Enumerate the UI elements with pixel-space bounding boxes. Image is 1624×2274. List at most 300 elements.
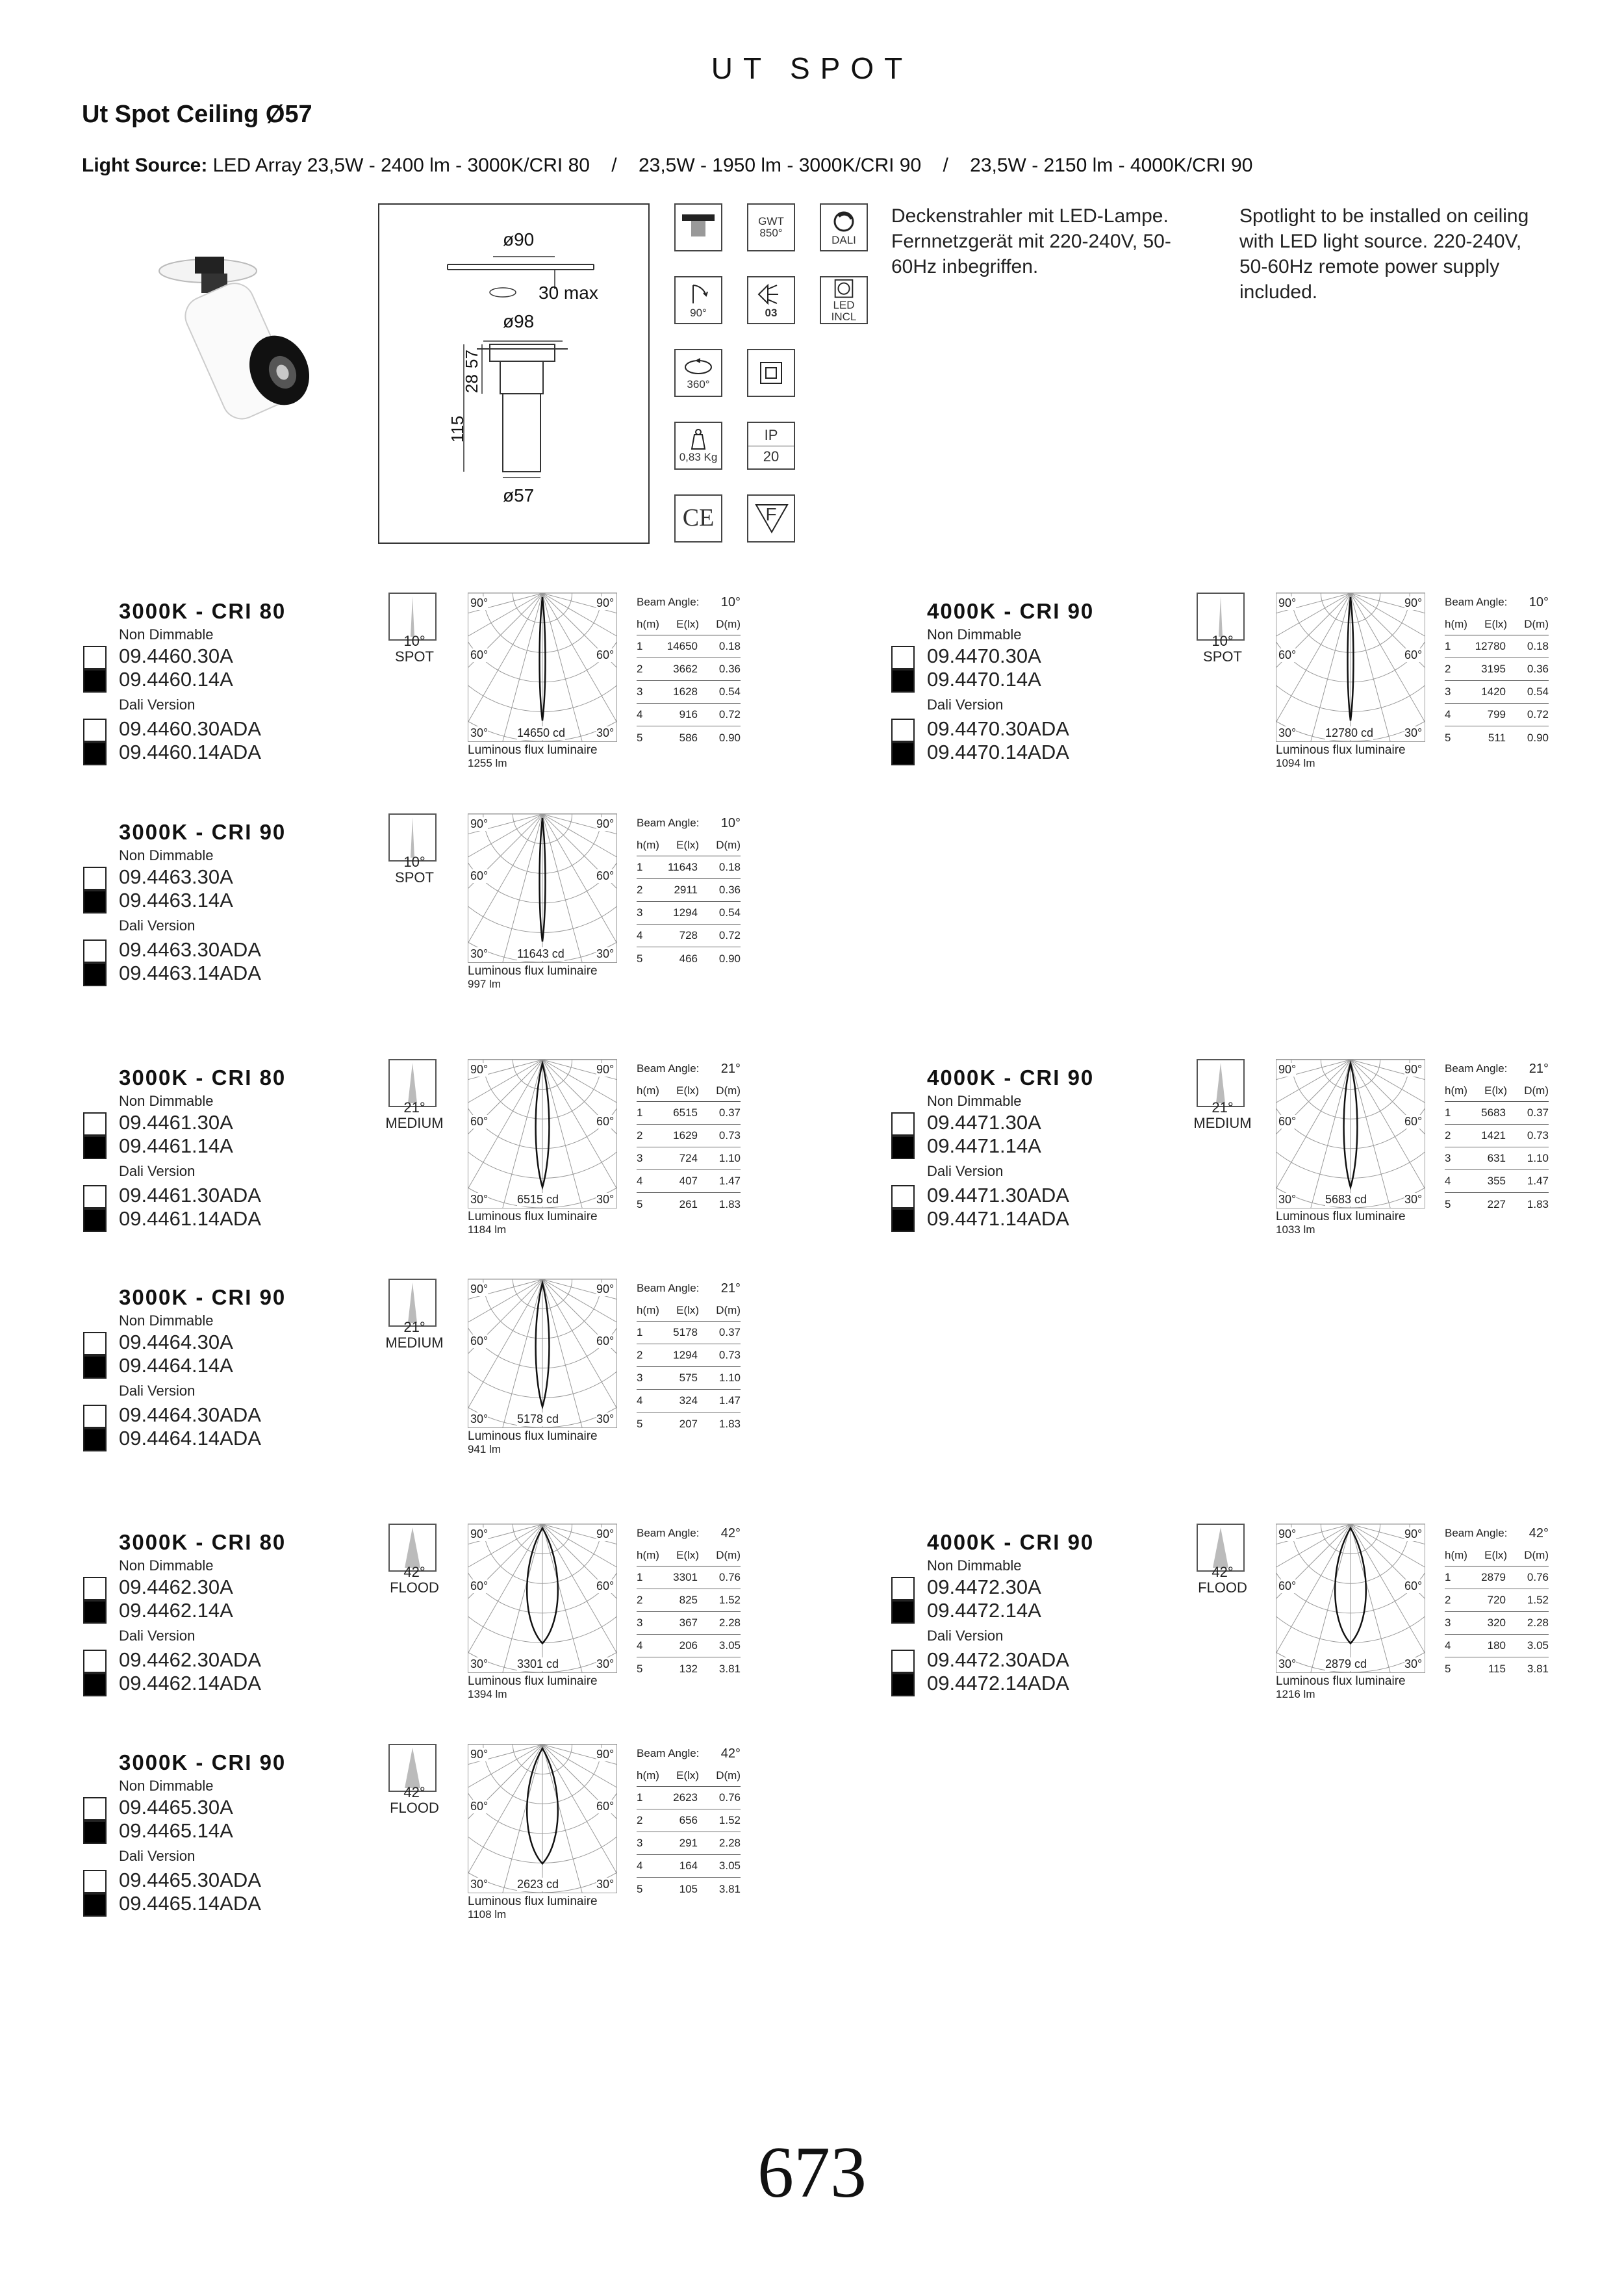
photometric-row [1445, 1125, 1549, 1147]
row-diameter: 2.28 [718, 1616, 741, 1629]
row-height: 3 [637, 1616, 643, 1629]
row-height: 2 [1445, 1129, 1451, 1142]
non-dimmable-label: Non Dimmable [927, 1557, 1022, 1574]
photometric-row [637, 1787, 741, 1809]
polar-diagram [1276, 593, 1425, 742]
row-diameter: 3.81 [718, 1882, 741, 1895]
dali-version-label: Dali Version [119, 1628, 196, 1644]
product-code: 09.4460.14A [119, 668, 233, 691]
angle-label: 30° [596, 726, 615, 739]
photometric-row [637, 1612, 741, 1635]
row-diameter: 0.76 [718, 1791, 741, 1804]
angle-label: 60° [1404, 1115, 1423, 1128]
angle-label: 30° [1404, 1193, 1423, 1206]
row-diameter: 0.36 [1527, 663, 1549, 675]
col-e: E(lx) [676, 617, 700, 630]
row-illuminance: 1294 [673, 906, 698, 919]
row-height: 4 [1445, 1639, 1451, 1652]
col-d: D(m) [1524, 1548, 1549, 1561]
section-heading: 3000K - CRI 80 [119, 1530, 286, 1554]
col-d: D(m) [716, 1769, 741, 1782]
row-illuminance: 407 [679, 1175, 698, 1187]
product-code: 09.4462.14A [119, 1599, 233, 1622]
non-dimmable-label: Non Dimmable [119, 626, 214, 643]
row-diameter: 1.83 [718, 1417, 741, 1430]
angle-label: 60° [470, 1800, 488, 1813]
photometric-row [637, 902, 741, 925]
product-code: 09.4470.30A [927, 645, 1041, 667]
row-illuminance: 1629 [673, 1129, 698, 1142]
angle-label: 90° [470, 596, 488, 609]
dim-d57: ø57 [503, 485, 535, 505]
row-height: 3 [1445, 685, 1451, 698]
col-d: D(m) [1524, 617, 1549, 630]
non-dimmable-label: Non Dimmable [119, 1312, 214, 1329]
angle-label: 30° [1404, 1657, 1423, 1670]
table-header [637, 1544, 741, 1566]
row-illuminance: 3301 [673, 1571, 698, 1583]
angle-label: 30° [596, 947, 615, 960]
flux-value: 1394 lm [468, 1688, 507, 1700]
angle-label: 90° [470, 1527, 488, 1540]
led-incl-icon [820, 276, 868, 324]
product-code: 09.4470.14A [927, 668, 1041, 691]
photometric-row [1445, 726, 1549, 749]
white-swatch [83, 1405, 107, 1428]
row-height: 5 [637, 1662, 643, 1675]
photometric-row [637, 1412, 741, 1435]
table-header [637, 834, 741, 856]
dali-version-label: Dali Version [119, 1848, 196, 1864]
beam-angle-label: Beam Angle: [1445, 596, 1508, 608]
beam-type: SPOT [395, 869, 434, 886]
product-code: 09.4465.30ADA [119, 1869, 261, 1891]
row-diameter: 0.36 [718, 663, 741, 675]
dim-30max: 30 max [539, 283, 598, 303]
row-illuminance: 207 [679, 1417, 698, 1430]
row-illuminance: 320 [1487, 1616, 1506, 1629]
product-code: 09.4460.30A [119, 645, 233, 667]
weight-icon [674, 422, 722, 470]
product-code: 09.4464.14ADA [119, 1427, 261, 1450]
beam-angle-label: Beam Angle: [1445, 1527, 1508, 1539]
row-illuminance: 720 [1487, 1594, 1506, 1606]
candela-label: 5683 cd [1325, 1193, 1367, 1206]
row-illuminance: 324 [679, 1394, 698, 1407]
white-swatch [891, 646, 915, 669]
product-code: 09.4471.30ADA [927, 1184, 1069, 1207]
row-diameter: 3.05 [718, 1859, 741, 1872]
row-diameter: 1.52 [718, 1594, 741, 1606]
row-height: 4 [637, 1859, 643, 1872]
product-code: 09.4471.14A [927, 1134, 1041, 1157]
beam-angle-label: Beam Angle: [637, 1527, 700, 1539]
description-de: Deckenstrahler mit LED-Lampe. Fernnetzgerät mit 220-240V, 50-60Hz inbegriffen. [891, 205, 1171, 277]
candela-label: 3301 cd [517, 1657, 559, 1670]
angle-label: 60° [1278, 1115, 1297, 1128]
ce-label: CE [682, 504, 715, 532]
flux-value: 941 lm [468, 1443, 501, 1455]
dali-version-label: Dali Version [119, 1383, 196, 1399]
polar-diagram [468, 813, 617, 963]
row-illuminance: 511 [1488, 731, 1506, 744]
product-code: 09.4464.30A [119, 1331, 233, 1353]
angle-label: 60° [1404, 648, 1423, 661]
product-code: 09.4461.14A [119, 1134, 233, 1157]
dim-d98: ø98 [503, 311, 535, 331]
angle-label: 30° [470, 1657, 488, 1670]
section-heading: 4000K - CRI 90 [927, 599, 1095, 623]
flux-label: Luminous flux luminaire [468, 1210, 598, 1223]
dali-label: DALI [831, 234, 856, 247]
angle-label: 90° [470, 1748, 488, 1761]
angle-label: 30° [596, 1193, 615, 1206]
row-illuminance: 916 [679, 708, 698, 721]
beam-angle-row [637, 1522, 741, 1544]
dali-version-label: Dali Version [927, 1628, 1004, 1644]
product-code: 09.4465.14A [119, 1819, 233, 1842]
white-swatch [83, 1650, 107, 1673]
row-illuminance: 575 [679, 1372, 698, 1384]
angle-label: 90° [1404, 1527, 1423, 1540]
dali-version-label: Dali Version [119, 917, 196, 934]
angle-label: 60° [596, 869, 615, 882]
photometric-row [637, 1367, 741, 1390]
black-swatch [891, 1600, 915, 1624]
dali-icon [820, 203, 868, 251]
row-height: 2 [1445, 1594, 1451, 1606]
table-header [1445, 1544, 1549, 1566]
black-swatch [83, 1136, 107, 1159]
photometric-row [637, 1344, 741, 1367]
beam-type: FLOOD [390, 1579, 439, 1596]
gwt-temp: 850° [759, 227, 783, 239]
rotate-label: 360° [687, 378, 710, 391]
row-diameter: 0.72 [718, 929, 741, 941]
angle-label: 30° [1278, 726, 1297, 739]
angle-label: 90° [1404, 1063, 1423, 1076]
photometric-row [637, 1657, 741, 1680]
tilt-icon [674, 276, 722, 324]
col-h: h(m) [1445, 1548, 1467, 1561]
photometric-row [1445, 1589, 1549, 1612]
black-swatch [83, 963, 107, 986]
photometric-row [637, 1635, 741, 1657]
product-code: 09.4463.14A [119, 889, 233, 912]
white-swatch [83, 719, 107, 742]
product-code: 09.4460.14ADA [119, 741, 261, 763]
gwt-label: GWT [758, 215, 784, 228]
dim-28: 28 [461, 374, 481, 393]
beam-degree: 42° [403, 1564, 425, 1580]
angle-label: 90° [596, 596, 615, 609]
flux-label: Luminous flux luminaire [1276, 1210, 1406, 1223]
row-height: 2 [637, 1349, 643, 1361]
polar-diagram [468, 1744, 617, 1893]
class-icon [747, 276, 795, 324]
black-swatch [891, 742, 915, 765]
product-code: 09.4462.30A [119, 1576, 233, 1598]
black-swatch [891, 1673, 915, 1696]
product-code: 09.4470.30ADA [927, 717, 1069, 740]
beam-angle-value: 10° [720, 815, 741, 830]
row-height: 1 [637, 1571, 643, 1583]
row-diameter: 0.37 [1527, 1106, 1549, 1119]
ip-value: 20 [763, 448, 780, 465]
photometric-table [637, 1743, 741, 1900]
row-diameter: 1.83 [718, 1197, 741, 1210]
row-diameter: 0.18 [718, 861, 741, 873]
beam-angle-value: 21° [720, 1281, 741, 1296]
angle-label: 30° [470, 1412, 488, 1425]
row-diameter: 3.81 [1527, 1662, 1549, 1675]
photometric-row [1445, 704, 1549, 726]
row-diameter: 1.10 [1527, 1152, 1549, 1164]
row-diameter: 0.76 [1527, 1571, 1549, 1583]
photometric-row [1445, 1193, 1549, 1216]
row-diameter: 1.47 [718, 1175, 741, 1187]
beam-degree: 10° [403, 633, 425, 649]
row-illuminance: 206 [679, 1639, 698, 1652]
photometric-table [637, 1058, 741, 1216]
angle-label: 90° [596, 1748, 615, 1761]
white-swatch [891, 1185, 915, 1208]
beam-angle-row [637, 1277, 741, 1299]
polar-diagram [468, 1524, 617, 1673]
row-illuminance: 466 [679, 952, 698, 965]
polar-diagram [468, 1059, 617, 1208]
photometric-row [1445, 1657, 1549, 1680]
product-code: 09.4465.30A [119, 1796, 233, 1819]
angle-label: 90° [470, 817, 488, 830]
row-height: 5 [637, 1417, 643, 1430]
section-heading: 4000K - CRI 90 [927, 1530, 1095, 1554]
square-icon [747, 349, 795, 397]
black-swatch [83, 1893, 107, 1917]
row-illuminance: 5178 [673, 1326, 698, 1338]
beam-type: SPOT [1203, 648, 1242, 665]
row-diameter: 0.73 [718, 1129, 741, 1142]
product-code: 09.4463.30A [119, 865, 233, 888]
row-diameter: 1.52 [1527, 1594, 1549, 1606]
angle-label: 60° [596, 1115, 615, 1128]
row-height: 1 [637, 1106, 643, 1119]
weight-label: 0,83 Kg [679, 451, 718, 464]
photometric-table [637, 591, 741, 749]
beam-degree: 42° [403, 1784, 425, 1800]
col-d: D(m) [716, 1084, 741, 1097]
dali-version-label: Dali Version [119, 1163, 196, 1179]
photometric-row [637, 1102, 741, 1125]
description-en: Spotlight to be installed on ceiling with LED light source. 220-240V, 50-60Hz remote power supply included. [1239, 205, 1529, 303]
photometric-row [1445, 1566, 1549, 1589]
row-diameter: 0.90 [718, 952, 741, 965]
dim-115: 115 [448, 415, 468, 443]
row-diameter: 1.47 [718, 1394, 741, 1407]
beam-degree: 10° [1212, 633, 1234, 649]
col-h: h(m) [637, 1084, 659, 1097]
flux-label: Luminous flux luminaire [468, 1674, 598, 1688]
angle-label: 90° [1278, 1527, 1297, 1540]
row-height: 2 [637, 1129, 643, 1142]
beam-angle-value: 21° [1529, 1061, 1549, 1076]
col-h: h(m) [637, 838, 659, 851]
white-swatch [891, 1577, 915, 1600]
row-illuminance: 1628 [673, 685, 698, 698]
section-heading: 3000K - CRI 80 [119, 1066, 286, 1090]
angle-label: 90° [596, 1283, 615, 1296]
beam-type: MEDIUM [385, 1335, 444, 1351]
row-height: 3 [637, 685, 643, 698]
row-illuminance: 12780 [1475, 640, 1506, 652]
product-code: 09.4460.30ADA [119, 717, 261, 740]
beam-degree: 21° [403, 1319, 425, 1335]
photometric-row [637, 1855, 741, 1878]
row-height: 5 [637, 1197, 643, 1210]
row-diameter: 0.76 [718, 1571, 741, 1583]
photometric-row [637, 1322, 741, 1344]
col-e: E(lx) [1484, 617, 1508, 630]
row-illuminance: 2911 [674, 884, 698, 896]
row-height: 2 [637, 663, 643, 675]
photometric-row [637, 1125, 741, 1147]
light-source-line [82, 155, 1252, 177]
row-diameter: 2.28 [1527, 1616, 1549, 1629]
non-dimmable-label: Non Dimmable [119, 1778, 214, 1794]
product-code: 09.4472.14A [927, 1599, 1041, 1622]
white-swatch [83, 1112, 107, 1136]
angle-label: 90° [1278, 1063, 1297, 1076]
beam-type: FLOOD [390, 1800, 439, 1816]
row-diameter: 3.81 [718, 1662, 741, 1675]
light-source-text: LED Array 23,5W - 2400 lm - 3000K/CRI 80 / 23,5W - 1950 lm - 3000K/CRI 90 / 23,5W - 2150 lm - 4000K/CRI 90 [207, 155, 1253, 176]
photometric-row [1445, 635, 1549, 658]
row-illuminance: 1420 [1481, 685, 1506, 698]
f-mark-icon [747, 494, 795, 543]
row-diameter: 0.72 [1527, 708, 1549, 721]
row-illuminance: 367 [679, 1616, 698, 1629]
row-illuminance: 105 [679, 1882, 698, 1895]
angle-label: 90° [470, 1283, 488, 1296]
angle-label: 60° [1278, 648, 1297, 661]
row-height: 4 [637, 1394, 643, 1407]
angle-label: 60° [1404, 1579, 1423, 1592]
beam-angle-label: Beam Angle: [637, 1062, 700, 1075]
photometric-row [637, 879, 741, 902]
row-illuminance: 11643 [667, 861, 698, 873]
row-illuminance: 261 [679, 1197, 698, 1210]
photometric-row [1445, 681, 1549, 704]
row-diameter: 3.05 [718, 1639, 741, 1652]
dim-57: 57 [461, 350, 481, 368]
product-code: 09.4463.30ADA [119, 938, 261, 961]
section-heading: 3000K - CRI 80 [119, 599, 286, 623]
angle-label: 60° [470, 1335, 488, 1348]
row-diameter: 0.36 [718, 884, 741, 896]
row-illuminance: 799 [1487, 708, 1506, 721]
candela-label: 6515 cd [517, 1193, 559, 1206]
angle-label: 30° [596, 1657, 615, 1670]
col-h: h(m) [1445, 1084, 1467, 1097]
photometric-row [637, 925, 741, 947]
photometric-row [637, 1147, 741, 1170]
section-heading: 3000K - CRI 90 [119, 1750, 286, 1774]
row-illuminance: 164 [679, 1859, 698, 1872]
product-subtitle: Ut Spot Ceiling Ø57 [82, 101, 312, 128]
ceiling-mount-icon [674, 203, 722, 251]
non-dimmable-label: Non Dimmable [927, 1093, 1022, 1109]
angle-label: 30° [1404, 726, 1423, 739]
row-diameter: 0.18 [1527, 640, 1549, 652]
black-swatch [891, 1136, 915, 1159]
white-swatch [83, 867, 107, 890]
row-diameter: 0.18 [718, 640, 741, 652]
row-illuminance: 3662 [673, 663, 698, 675]
row-height: 2 [637, 884, 643, 896]
dimension-drawing [378, 203, 650, 544]
row-height: 1 [637, 640, 643, 652]
product-code: 09.4472.14ADA [927, 1672, 1069, 1694]
row-diameter: 0.72 [718, 708, 741, 721]
angle-label: 90° [1404, 596, 1423, 609]
photometric-table [637, 1277, 741, 1435]
row-diameter: 1.47 [1527, 1175, 1549, 1187]
beam-degree: 21° [1212, 1099, 1234, 1116]
beam-type: FLOOD [1198, 1579, 1247, 1596]
black-swatch [83, 669, 107, 693]
product-code: 09.4472.30A [927, 1576, 1041, 1598]
row-diameter: 1.10 [718, 1152, 741, 1164]
white-swatch [83, 646, 107, 669]
row-illuminance: 2879 [1481, 1571, 1506, 1583]
non-dimmable-label: Non Dimmable [119, 1557, 214, 1574]
rotate-icon [674, 349, 722, 397]
angle-label: 60° [470, 869, 488, 882]
white-swatch [891, 719, 915, 742]
dali-version-label: Dali Version [927, 1163, 1004, 1179]
row-height: 4 [637, 1639, 643, 1652]
page-title: UT SPOT [711, 51, 913, 85]
row-illuminance: 132 [679, 1662, 698, 1675]
white-swatch [83, 939, 107, 963]
row-diameter: 3.05 [1527, 1639, 1549, 1652]
row-height: 5 [1445, 1197, 1451, 1210]
flux-value: 1255 lm [468, 757, 507, 769]
flux-label: Luminous flux luminaire [1276, 743, 1406, 757]
angle-label: 30° [1278, 1193, 1297, 1206]
row-height: 5 [1445, 1662, 1451, 1675]
photometric-row [637, 1170, 741, 1193]
photometric-row [637, 1390, 741, 1412]
col-e: E(lx) [1484, 1084, 1508, 1097]
flux-value: 1108 lm [468, 1908, 507, 1921]
angle-label: 60° [470, 1115, 488, 1128]
white-swatch [83, 1797, 107, 1820]
angle-label: 60° [596, 1800, 615, 1813]
table-header [637, 613, 741, 635]
photometric-row [637, 1589, 741, 1612]
photometric-row [637, 1193, 741, 1216]
row-height: 1 [1445, 1571, 1451, 1583]
row-diameter: 0.37 [718, 1106, 741, 1119]
white-swatch [83, 1332, 107, 1355]
col-e: E(lx) [676, 838, 700, 851]
ce-mark-icon [674, 494, 722, 543]
row-height: 5 [637, 731, 643, 744]
tilt-label: 90° [690, 307, 707, 320]
row-height: 5 [1445, 731, 1451, 744]
beam-angle-label: Beam Angle: [637, 1282, 700, 1294]
